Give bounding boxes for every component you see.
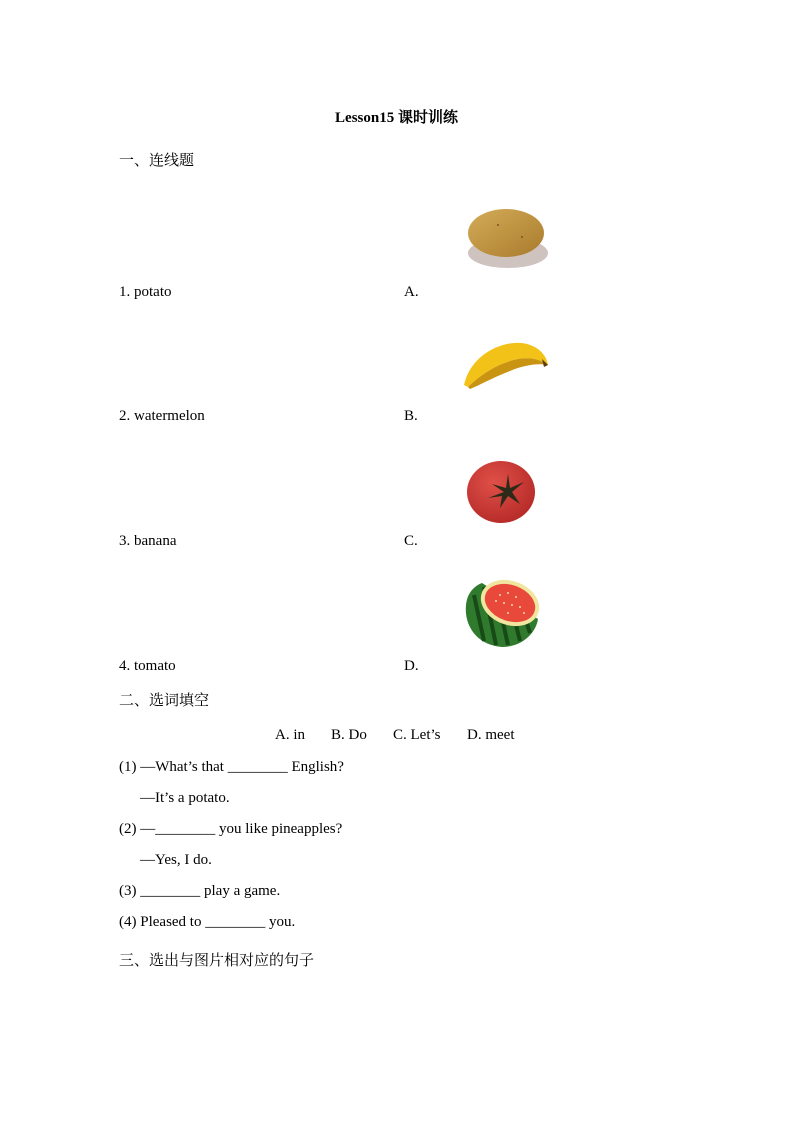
question-4: (4) Pleased to ________ you. bbox=[119, 914, 296, 930]
banana-image bbox=[458, 337, 553, 392]
question-2: (2) —________ you like pineapples? bbox=[119, 821, 343, 837]
answer-1: —It’s a potato. bbox=[140, 790, 230, 806]
section3-heading: 三、选出与图片相对应的句子 bbox=[119, 951, 315, 969]
option-d: D. meet bbox=[467, 727, 515, 743]
section1-heading: 一、连线题 bbox=[119, 151, 195, 169]
match-label-d: D. bbox=[404, 658, 419, 674]
question-1: (1) —What’s that ________ English? bbox=[119, 759, 344, 775]
question-3: (3) ________ play a game. bbox=[119, 883, 281, 899]
match-item-2: 2. watermelon bbox=[119, 408, 205, 424]
watermelon-image bbox=[462, 575, 542, 651]
potato-image bbox=[462, 203, 554, 273]
section2-heading: 二、选词填空 bbox=[119, 691, 210, 709]
match-label-c: C. bbox=[404, 533, 418, 549]
answer-2: —Yes, I do. bbox=[140, 852, 212, 868]
tomato-image bbox=[464, 458, 538, 526]
match-label-b: B. bbox=[404, 408, 418, 424]
page-title: Lesson15 课时训练 bbox=[335, 110, 458, 126]
match-item-3: 3. banana bbox=[119, 533, 177, 549]
match-label-a: A. bbox=[404, 284, 419, 300]
match-item-4: 4. tomato bbox=[119, 658, 176, 674]
option-b: B. Do bbox=[331, 727, 367, 743]
option-a: A. in bbox=[275, 727, 305, 743]
match-item-1: 1. potato bbox=[119, 284, 172, 300]
option-c: C. Let’s bbox=[393, 727, 441, 743]
